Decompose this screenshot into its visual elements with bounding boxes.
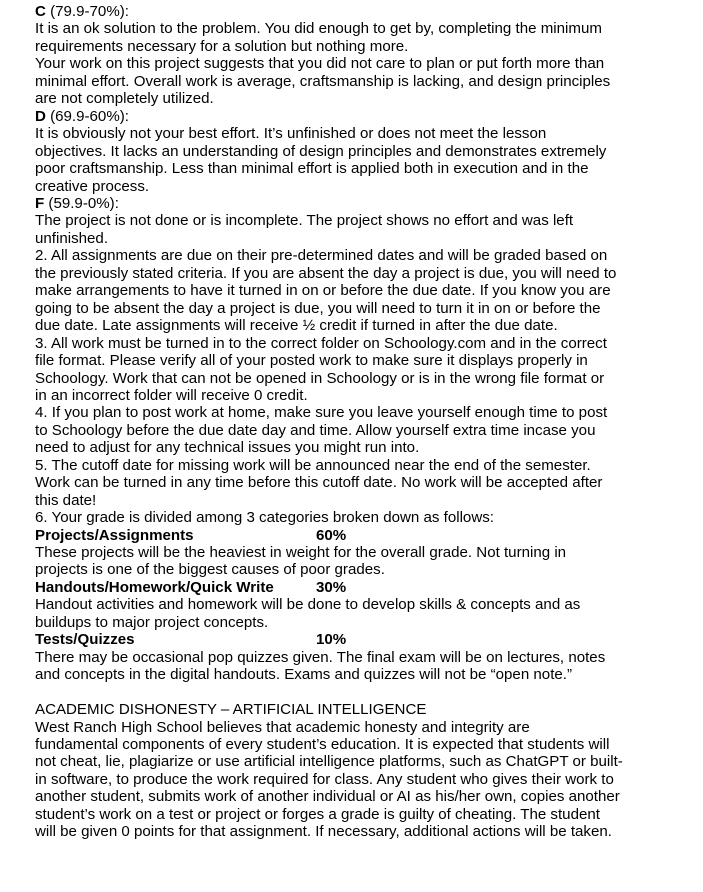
body-line: creative process. [35, 177, 150, 195]
policy-line: make arrangements to have it turned in on or before the due date. If you know you are [35, 282, 611, 300]
policy-line: file format. Please verify all of your posted work to make sure it displays properly in [35, 352, 588, 370]
body-line: West Ranch High School believes that academic honesty and integrity are [35, 718, 530, 736]
body-line: projects is one of the biggest causes of poor grades. [35, 561, 385, 579]
category-percent: 10% [316, 631, 347, 649]
body-line: poor craftsmanship. Less than minimal effort is applied both in execution and in the [35, 160, 589, 178]
grade-range: (69.9-60%): [45, 107, 129, 125]
body-line: It is an ok solution to the problem. You did enough to get by, completing the minimum [35, 20, 602, 38]
body-line: student’s work on a test or project or forges a grade is guilty of cheating. The student [35, 805, 600, 823]
grade-f-heading [35, 195, 699, 212]
category-handouts [35, 579, 699, 596]
policy-line: Schoology. Work that can not be opened in Schoology or is in the wrong file format or [35, 369, 605, 387]
grade-d-heading [35, 108, 699, 125]
policy-line: to Schoology before the due date day and time. Allow yourself extra time incase you [35, 421, 596, 439]
body-line: It is obviously not your best effort. It’s unfinished or does not meet the lesson [35, 125, 547, 143]
policy-line: need to adjust for any technical issues you might run into. [35, 439, 420, 457]
grade-letter: F [35, 194, 45, 212]
grade-range: (79.9-70%): [45, 3, 129, 20]
body-line: are not completely utilized. [35, 90, 214, 108]
policy-line: in an incorrect folder will receive 0 credit. [35, 386, 308, 404]
document-page [35, 3, 699, 841]
body-line: not cheat, lie, plagiarize or use artificial intelligence platforms, such as ChatGPT or built- [35, 753, 623, 771]
policy-line: 3. All work must be turned in to the correct folder on Schoology.com and in the correct [35, 334, 607, 352]
body-line: objectives. It lacks an understanding of design principles and demonstrates extremely [35, 142, 607, 160]
body-line: and concepts in the digital handouts. Exams and quizzes will not be “open note.” [35, 666, 572, 684]
body-line: fundamental components of every student’s education. It is expected that students will [35, 735, 610, 753]
policy-line: 5. The cutoff date for missing work will be announced near the end of the semester. [35, 456, 591, 474]
body-line: unfinished. [35, 229, 109, 247]
category-name: Projects/Assignments [35, 526, 194, 544]
policy-line: 6. Your grade is divided among 3 categories broken down as follows: [35, 509, 494, 527]
policy-line: 2. All assignments are due on their pre-determined dates and will be graded based on [35, 247, 608, 265]
body-line: Your work on this project suggests that you did not care to plan or put forth more than [35, 55, 605, 73]
category-name: Tests/Quizzes [35, 631, 135, 649]
category-percent: 30% [316, 578, 347, 596]
category-name: Handouts/Homework/Quick Write [35, 578, 274, 596]
policy-line: going to be absent the day a project is due, you will need to turn it in on or before the [35, 299, 601, 317]
policy-line: Work can be turned in any time before this cutoff date. No work will be accepted after [35, 474, 603, 492]
section-heading: ACADEMIC DISHONESTY – ARTIFICIAL INTELLIGENCE [35, 701, 427, 719]
policy-line: due date. Late assignments will receive ½ credit if turned in after the due date. [35, 317, 558, 335]
body-line: These projects will be the heaviest in weight for the overall grade. Not turning in [35, 544, 567, 562]
category-percent: 60% [316, 526, 347, 544]
body-line: There may be occasional pop quizzes given. The final exam will be on lectures, notes [35, 648, 606, 666]
grade-c-heading [35, 3, 699, 20]
blank-line [35, 684, 699, 701]
category-projects [35, 527, 699, 544]
policy-line: the previously stated criteria. If you are absent the day a project is due, you will need to [35, 264, 617, 282]
body-line: minimal effort. Overall work is average, craftsmanship is lacking, and design principles [35, 72, 611, 90]
grade-letter: C [35, 3, 46, 20]
body-line: Handout activities and homework will be done to develop skills & concepts and as [35, 596, 581, 614]
body-line: will be given 0 points for that assignment. If necessary, additional actions will be taken. [35, 823, 612, 841]
body-line: The project is not done or is incomplete. The project shows no effort and was left [35, 212, 574, 230]
policy-line: this date! [35, 491, 97, 509]
grade-range: (59.9-0%): [44, 194, 119, 212]
grade-letter: D [35, 107, 46, 125]
body-line: another student, submits work of another individual or AI as his/her own, copies another [35, 788, 620, 806]
category-tests [35, 631, 699, 648]
policy-line: 4. If you plan to post work at home, make sure you leave yourself enough time to post [35, 404, 608, 422]
body-line: in software, to produce the work required for class. Any student who gives their work to [35, 770, 614, 788]
body-line: buildups to major project concepts. [35, 613, 269, 631]
body-line: requirements necessary for a solution but nothing more. [35, 37, 409, 55]
